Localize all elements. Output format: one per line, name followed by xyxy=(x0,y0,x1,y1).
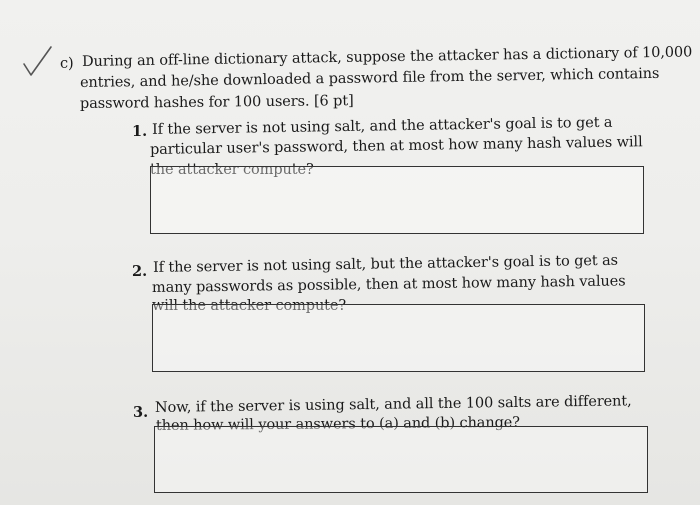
subquestion-number: 3. xyxy=(133,404,149,421)
subquestion-line: will the attacker compute? xyxy=(152,298,347,314)
question-label: c) xyxy=(60,56,74,72)
question-line: password hashes for 100 users. [6 pt] xyxy=(79,93,354,112)
question-line: entries, and he/she downloaded a password file from the server, which contains xyxy=(79,65,660,91)
subquestion-number: 1. xyxy=(132,123,148,140)
subquestion-line: then how will your answers to (a) and (b) change? xyxy=(155,414,520,434)
checkmark-icon xyxy=(20,44,54,78)
answer-box-3[interactable] xyxy=(154,426,648,493)
question-line: During an off-line dictionary attack, suppose the attacker has a dictionary of 10,000 xyxy=(81,44,693,70)
subquestion-line: If the server is not using salt, but the attacker's goal is to get as xyxy=(152,252,619,276)
subquestion-line: particular user's password, then at most how many hash values will xyxy=(149,134,643,158)
subquestion-number: 2. xyxy=(132,263,148,280)
answer-box-2[interactable] xyxy=(152,304,645,372)
answer-box-1[interactable] xyxy=(150,166,644,234)
subquestion-line: the attacker compute? xyxy=(150,162,314,178)
subquestion-line: Now, if the server is using salt, and all the 100 salts are different, xyxy=(154,393,632,416)
subquestion-line: If the server is not using salt, and the attacker's goal is to get a xyxy=(151,114,613,138)
subquestion-line: many passwords as possible, then at most how many hash values xyxy=(151,273,626,296)
